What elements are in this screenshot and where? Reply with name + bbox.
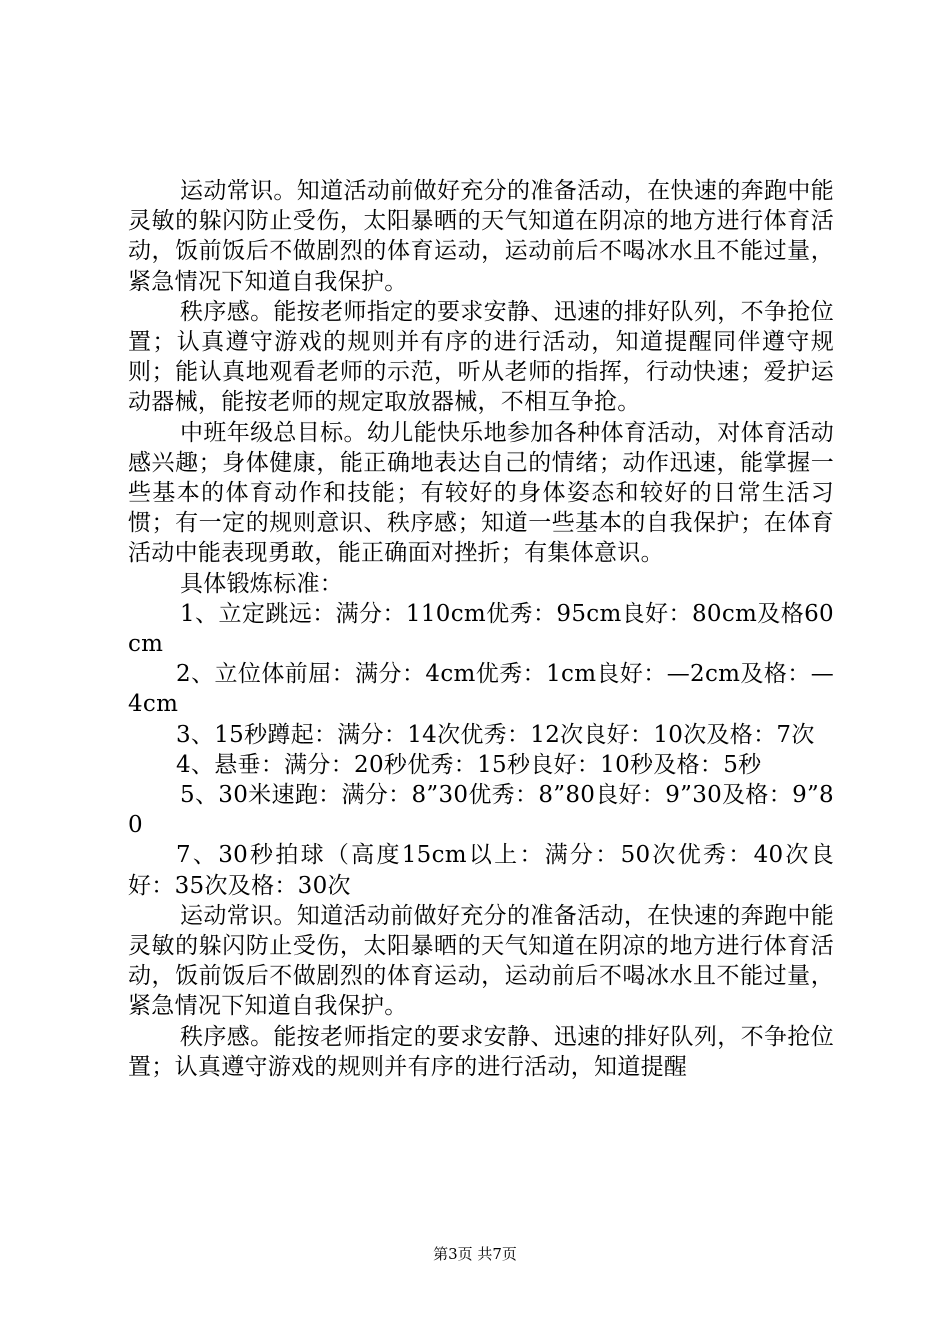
standard-item-hang: 4、悬垂：满分：20秒优秀：15秒良好：10秒及格：5秒 (176, 751, 762, 778)
standard-item-squat: 3、15秒蹲起：满分：14次优秀：12次良好：10次及格：7次 (176, 721, 815, 748)
paragraph-sports-knowledge-repeat: 运动常识。知道活动前做好充分的准备活动，在快速的奔跑中能灵敏的躲闪防止受伤，太阳暴晒的天气知道在阴凉的地方进行体育活动，饭前饭后不做剧烈的体育运动，运动前后不喝冰水且不能过量，紧急情况下知道自我保护。 (128, 902, 834, 1020)
paragraph-sports-knowledge: 运动常识。知道活动前做好充分的准备活动，在快速的奔跑中能灵敏的躲闪防止受伤，太阳暴晒的天气知道在阴凉的地方进行体育活动，饭前饭后不做剧烈的体育运动，运动前后不喝冰水且不能过量，紧急情况下知道自我保护。 (128, 178, 834, 295)
document-body (128, 176, 834, 1082)
standard-item-sprint: 5、30米速跑：满分：8”30优秀：8”80良好：9”30及格：9”80 (128, 782, 834, 839)
standard-item-forward-bend: 2、立位体前屈：满分：4cm优秀：1cm良好：—2cm及格：—4cm (128, 661, 834, 718)
page-number-footer: 第3页 共7页 (433, 1245, 517, 1263)
standard-item-long-jump: 1、立定跳远：满分：110cm优秀：95cm良好：80cm及格60cm (128, 600, 834, 658)
paragraph-order-sense: 秩序感。能按老师指定的要求安静、迅速的排好队列，不争抢位置；认真遵守游戏的规则并有序的进行活动，知道提醒同伴遵守规则；能认真地观看老师的示范，听从老师的指挥，行动快速；爱护运动器械，能按老师的规定取放器械，不相互争抢。 (128, 298, 834, 416)
paragraph-order-sense-repeat: 秩序感。能按老师指定的要求安静、迅速的排好队列，不争抢位置；认真遵守游戏的规则并有序的进行活动，知道提醒 (128, 1023, 834, 1080)
standard-item-ball-bounce: 7、30秒拍球（高度15cm以上：满分：50次优秀：40次良好：35次及格：30次 (128, 842, 834, 899)
paragraph-middle-class-goal: 中班年级总目标。幼儿能快乐地参加各种体育活动，对体育活动感兴趣；身体健康，能正确地表达自己的情绪；动作迅速，能掌握一些基本的体育动作和技能；有较好的身体姿态和较好的日常生活习惯；有一定的规则意识、秩序感；知道一些基本的自我保护；在体育活动中能表现勇敢，能正确面对挫折；有集体意识。 (128, 419, 834, 567)
paragraph-standards-heading: 具体锻炼标准： (180, 570, 344, 597)
